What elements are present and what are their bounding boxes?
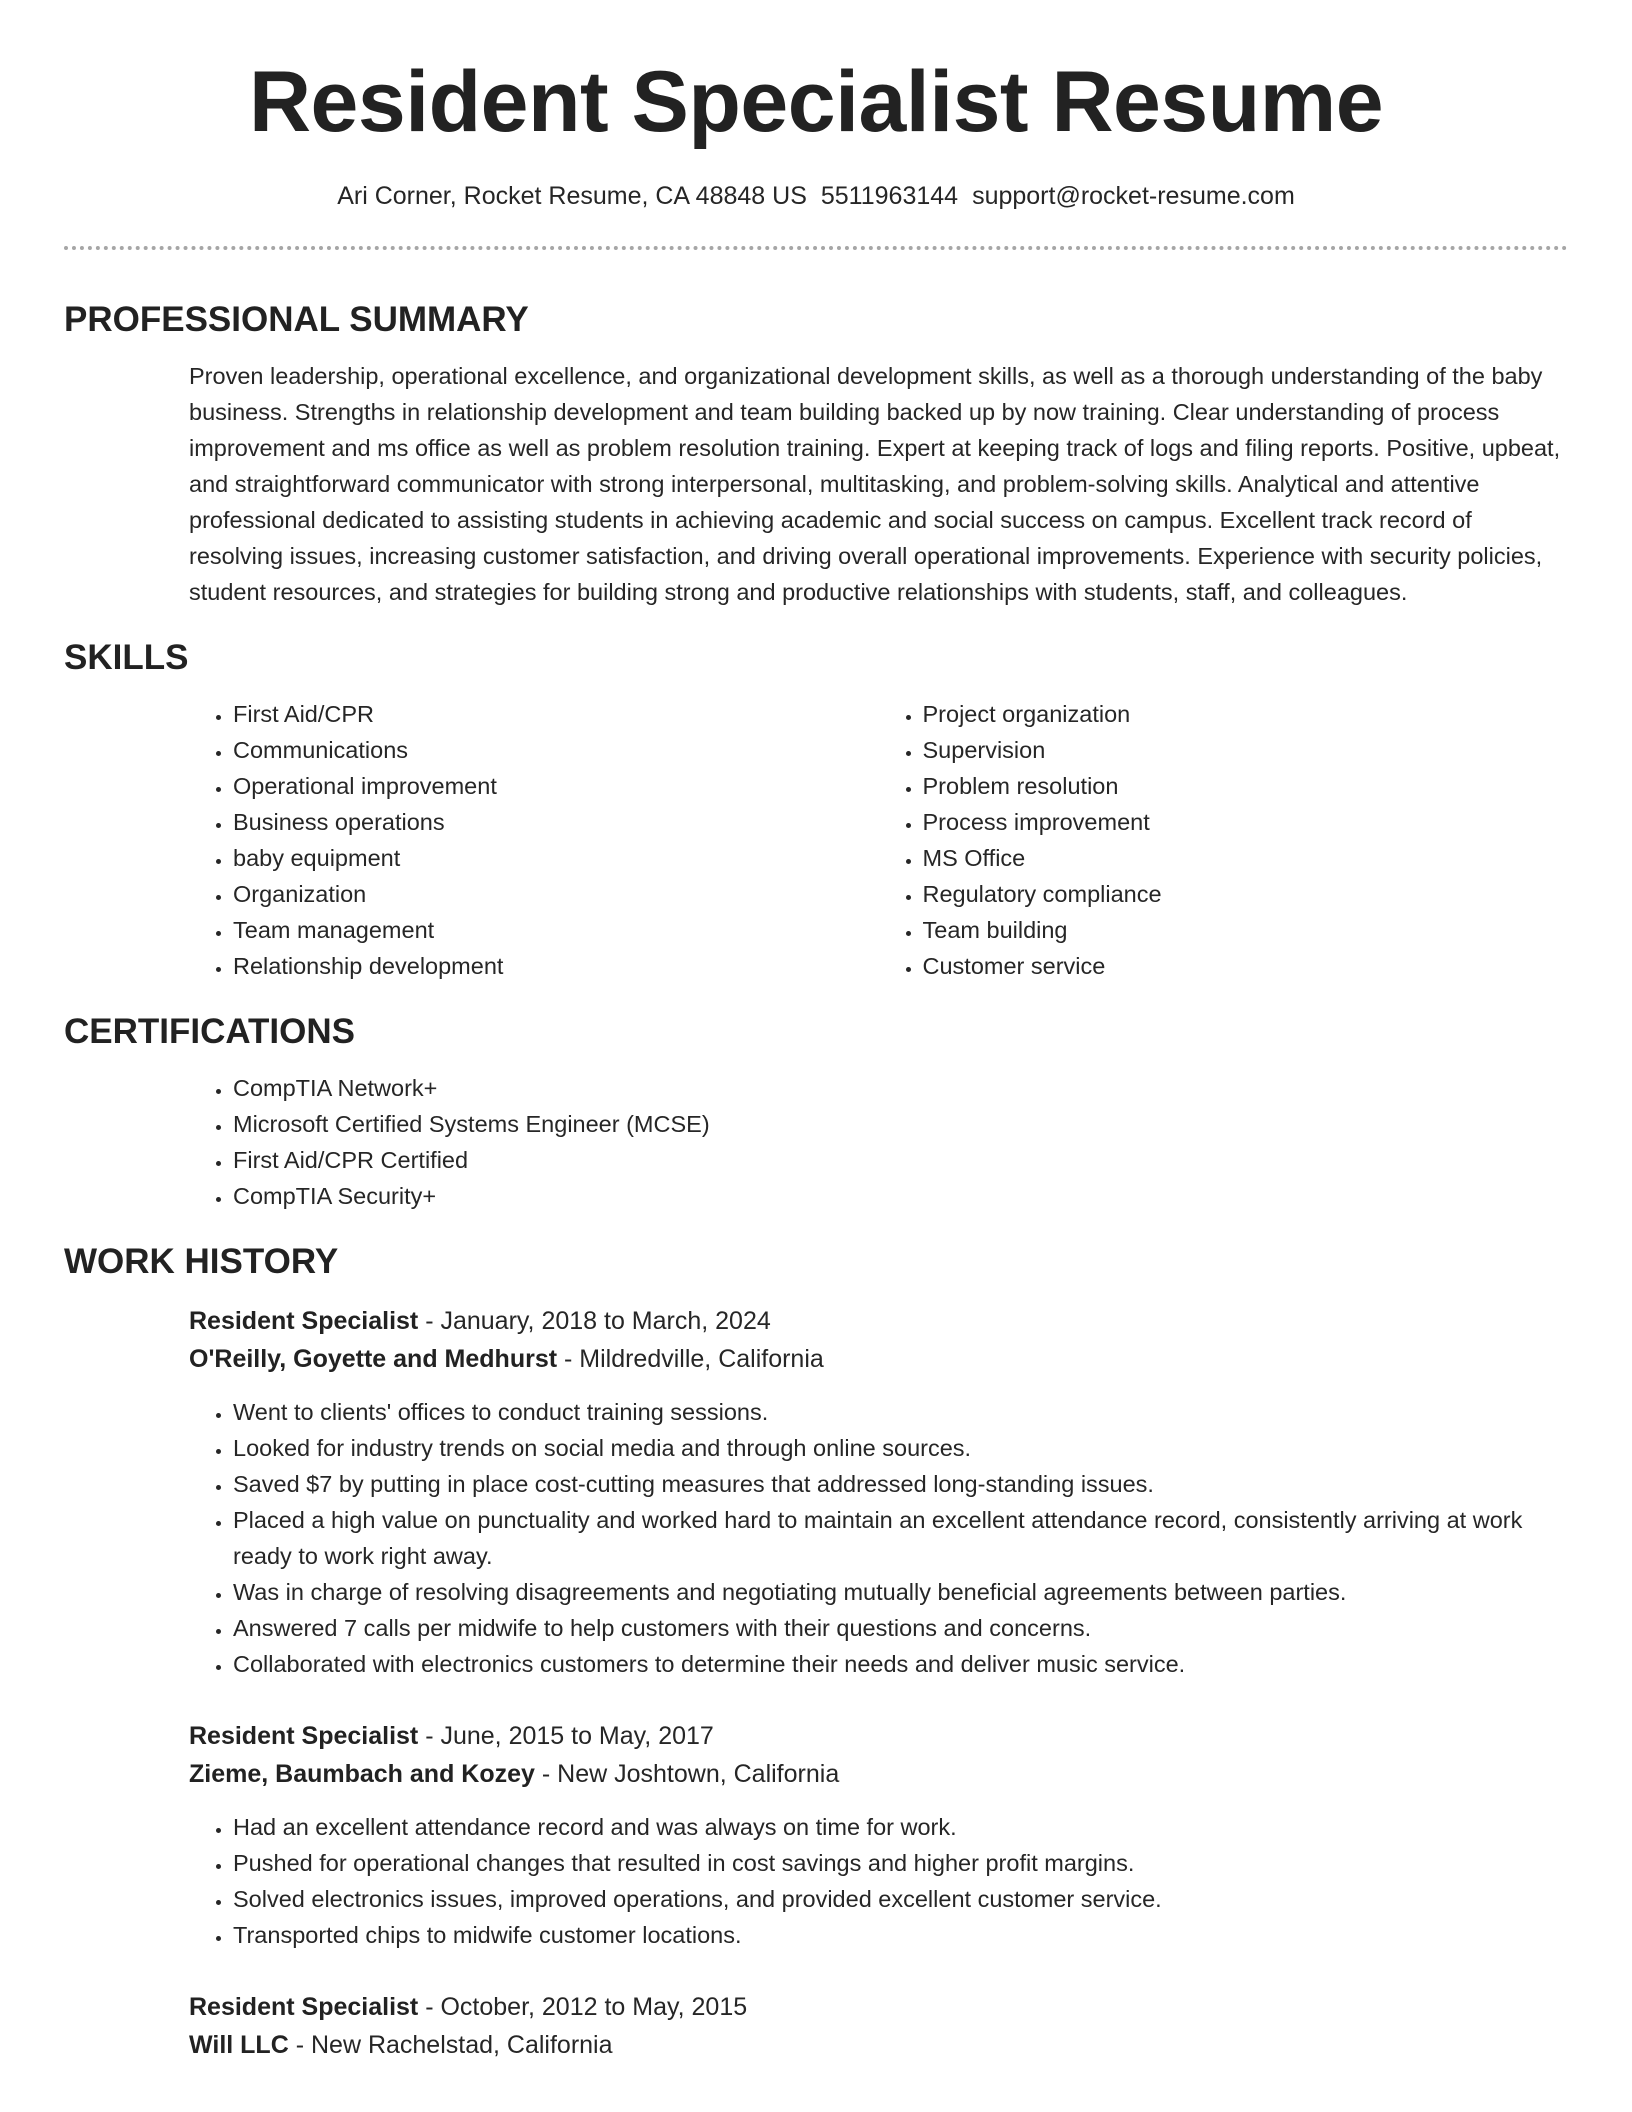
job-bullets — [189, 1394, 1568, 1682]
certification-item: • First Aid/CPR Certified — [233, 1142, 1568, 1178]
certification-item: • CompTIA Security+ — [233, 1178, 1568, 1214]
skills-list-left — [189, 696, 879, 984]
skill-item: • Communications — [233, 732, 879, 768]
job-bullet: • Placed a high value on punctuality and worked hard to maintain an excellent attendance record, consistently arriving at work ready to work right away. — [233, 1502, 1568, 1574]
resume-title: Resident Specialist Resume — [248, 54, 1384, 150]
job-company-line — [189, 1755, 1568, 1793]
skill-item: • MS Office — [923, 840, 1569, 876]
certification-item: • Microsoft Certified Systems Engineer (MCSE) — [233, 1106, 1568, 1142]
job-location: - New Joshtown, California — [534, 1760, 840, 1788]
skill-item: • Supervision — [923, 732, 1569, 768]
job-company-line — [189, 1340, 1568, 1378]
job-title-line — [189, 1988, 1568, 2026]
job-bullet: • Was in charge of resolving disagreements and negotiating mutually beneficial agreements between parties. — [233, 1574, 1568, 1610]
job-bullet: • Transported chips to midwife customer locations. — [233, 1917, 1568, 1953]
skill-item: • Process improvement — [923, 804, 1569, 840]
job-bullet: • Solved electronics issues, improved operations, and provided excellent customer service. — [233, 1881, 1568, 1917]
contact-email[interactable]: support@rocket-resume.com — [972, 182, 1295, 210]
job-entry — [64, 1988, 1568, 2064]
contact-line — [64, 179, 1568, 213]
job-location: - Mildredville, California — [557, 1345, 824, 1373]
job-bullet: • Went to clients' offices to conduct training sessions. — [233, 1394, 1568, 1430]
certification-item: • CompTIA Network+ — [233, 1070, 1568, 1106]
job-title-line — [189, 1302, 1568, 1340]
skill-item: • Organization — [233, 876, 879, 912]
job-dates: - January, 2018 to March, 2024 — [418, 1307, 771, 1335]
summary-text: Proven leadership, operational excellence, and organizational development skills, as well as a thorough understanding of the baby business. Strengths in relationship development and team building backed up by now training. Clear understanding of process improvement and ms office as well as problem resolution training. Expert at keeping track of logs and filing reports. Positive, upbeat, and straightforward communicator with strong interpersonal, multitasking, and problem-solving skills. Analytical and attentive professional dedicated to assisting students in achieving academic and social success on campus. Excellent track record of resolving issues, increasing customer satisfaction, and driving overall operational improvements. Experience with security policies, student resources, and strategies for building strong and productive relationships with students, staff, and colleagues. — [189, 363, 1561, 605]
job-dates: - October, 2012 to May, 2015 — [418, 1993, 748, 2021]
job-bullet: • Saved $7 by putting in place cost-cutting measures that addressed long-standing issues. — [233, 1466, 1568, 1502]
contact-phone: 5511963144 — [820, 182, 959, 210]
job-company: O'Reilly, Goyette and Medhurst — [189, 1345, 558, 1373]
skill-item: • Operational improvement — [233, 768, 879, 804]
job-title: Resident Specialist — [189, 1307, 419, 1335]
work-history-heading: WORK HISTORY — [64, 1242, 339, 1281]
contact-address: Ari Corner, Rocket Resume, CA 48848 US — [337, 182, 807, 210]
job-bullets — [189, 1809, 1568, 1953]
job-company: Zieme, Baumbach and Kozey — [189, 1760, 535, 1788]
job-entry — [64, 1717, 1568, 1953]
skill-item: • Relationship development — [233, 948, 879, 984]
job-dates: - June, 2015 to May, 2017 — [418, 1722, 714, 1750]
skill-item: • Problem resolution — [923, 768, 1569, 804]
certifications-list — [189, 1070, 1568, 1214]
certifications-heading: CERTIFICATIONS — [64, 1012, 356, 1051]
skill-item: • Customer service — [923, 948, 1569, 984]
job-company: Will LLC — [189, 2031, 289, 2059]
job-company-line — [189, 2026, 1568, 2064]
header-divider — [64, 246, 1568, 250]
skills-list-right — [879, 696, 1569, 984]
job-bullet: • Pushed for operational changes that resulted in cost savings and higher profit margins. — [233, 1845, 1568, 1881]
job-title: Resident Specialist — [189, 1993, 419, 2021]
job-bullet: • Looked for industry trends on social media and through online sources. — [233, 1430, 1568, 1466]
skills-columns — [189, 696, 1568, 984]
job-bullet: • Collaborated with electronics customers to determine their needs and deliver music service. — [233, 1646, 1568, 1682]
job-title-line — [189, 1717, 1568, 1755]
skill-item: • First Aid/CPR — [233, 696, 879, 732]
skill-item: • Team building — [923, 912, 1569, 948]
job-entry — [64, 1302, 1568, 1682]
skill-item: • Regulatory compliance — [923, 876, 1569, 912]
job-location: - New Rachelstad, California — [288, 2031, 613, 2059]
skill-item: • baby equipment — [233, 840, 879, 876]
job-title: Resident Specialist — [189, 1722, 419, 1750]
job-bullet: • Had an excellent attendance record and was always on time for work. — [233, 1809, 1568, 1845]
skills-heading: SKILLS — [64, 638, 189, 677]
skill-item: • Team management — [233, 912, 879, 948]
skill-item: • Business operations — [233, 804, 879, 840]
job-bullet: • Answered 7 calls per midwife to help customers with their questions and concerns. — [233, 1610, 1568, 1646]
skill-item: • Project organization — [923, 696, 1569, 732]
summary-heading: PROFESSIONAL SUMMARY — [64, 300, 529, 339]
